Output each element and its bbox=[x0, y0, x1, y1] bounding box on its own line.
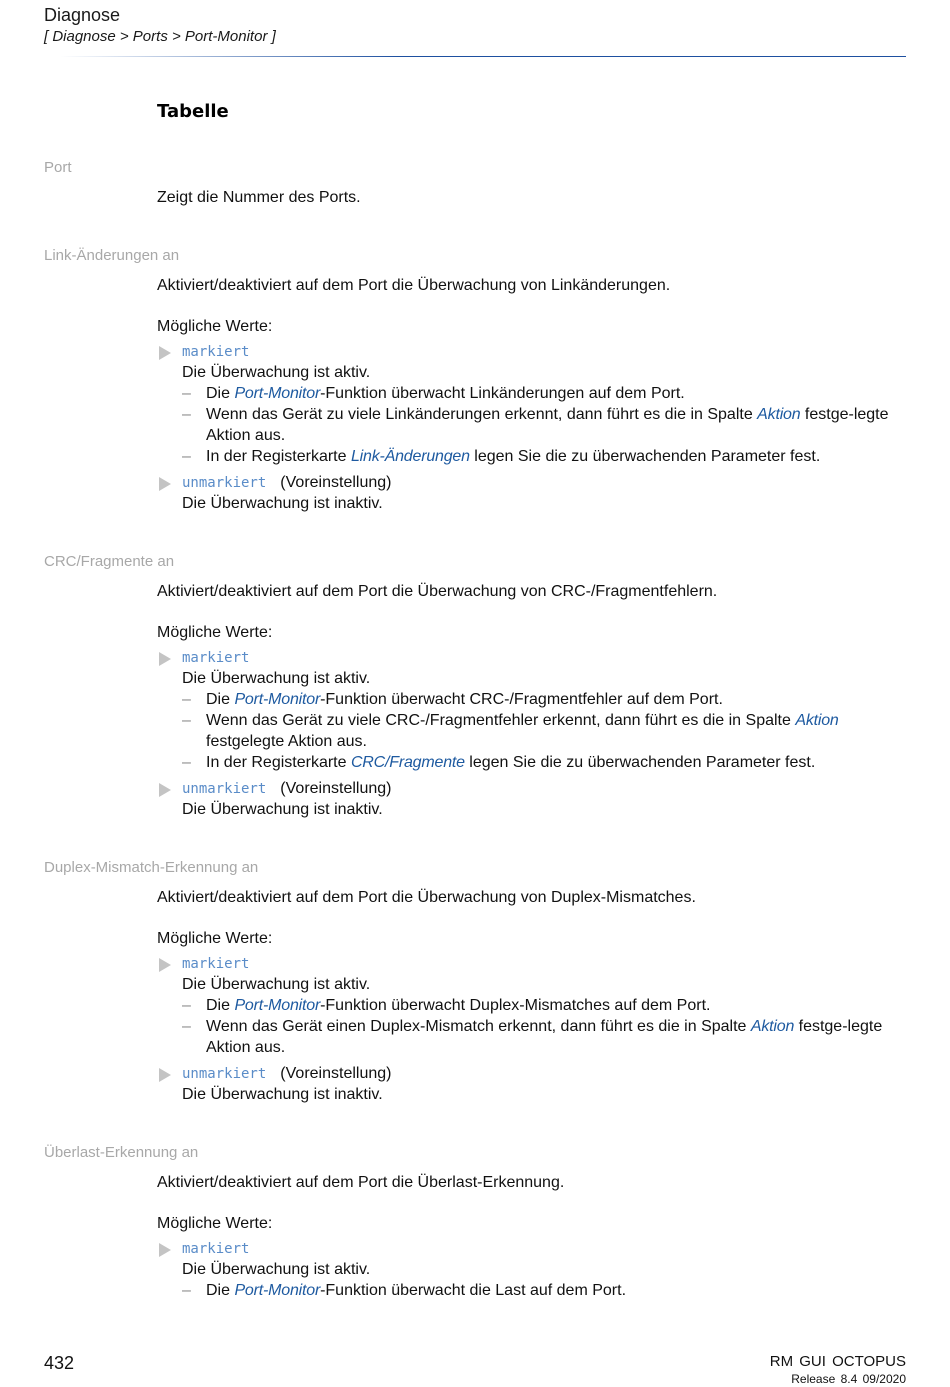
list-item: – In der Registerkarte CRC/Fragmente legen Sie die zu überwachenden Parameter fest. bbox=[182, 754, 816, 771]
default-note: (Voreinstellung) bbox=[280, 474, 392, 491]
dash-bullet-icon: – bbox=[182, 385, 191, 402]
cross-reference-link[interactable]: Port-Monitor bbox=[234, 691, 321, 708]
cross-reference-link[interactable]: Port-Monitor bbox=[234, 997, 321, 1014]
triangle-bullet-icon bbox=[159, 783, 171, 797]
value-code: markiert bbox=[182, 1241, 250, 1257]
page-content bbox=[44, 100, 906, 1301]
values-list bbox=[157, 954, 906, 1105]
param-label: CRC/Fragmente an bbox=[44, 553, 175, 570]
release-info: Release 8.4 09/2020 bbox=[791, 1372, 906, 1386]
triangle-bullet-icon bbox=[159, 1068, 171, 1082]
values-list bbox=[157, 342, 906, 514]
param-label: Überlast-Erkennung an bbox=[44, 1144, 199, 1161]
triangle-bullet-icon bbox=[159, 958, 171, 972]
dash-bullet-icon: – bbox=[182, 406, 191, 423]
bullet-list bbox=[182, 1280, 906, 1301]
value-description: Die Überwachung ist inaktiv. bbox=[182, 801, 383, 818]
triangle-bullet-icon bbox=[159, 652, 171, 666]
value-marked bbox=[157, 648, 906, 773]
list-item: – Die Port-Monitor-Funktion überwacht CRC-/Fragmentfehler auf dem Port. bbox=[182, 691, 723, 708]
param-label: Link-Änderungen an bbox=[44, 247, 180, 264]
cross-reference-link[interactable]: Aktion bbox=[757, 406, 801, 423]
param-label: Duplex-Mismatch-Erkennung an bbox=[44, 859, 259, 876]
dash-bullet-icon: – bbox=[182, 448, 191, 465]
document-title: RM GUI OCTOPUS bbox=[769, 1353, 906, 1370]
value-description: Die Überwachung ist inaktiv. bbox=[182, 1086, 383, 1103]
values-list bbox=[157, 648, 906, 820]
param-duplex-mismatch bbox=[44, 858, 906, 1105]
value-unmarked bbox=[157, 473, 906, 514]
list-item: – Wenn das Gerät zu viele CRC-/Fragmentfehler erkennt, dann führt es die in Spalte Aktion festgelegte Aktion aus. bbox=[182, 712, 839, 750]
values-title: Mögliche Werte: bbox=[157, 930, 273, 947]
dash-bullet-icon: – bbox=[182, 997, 191, 1014]
param-port bbox=[44, 158, 906, 208]
value-description: Die Überwachung ist aktiv. bbox=[182, 976, 371, 993]
value-description: Die Überwachung ist aktiv. bbox=[182, 670, 371, 687]
cross-reference-link[interactable]: Port-Monitor bbox=[234, 1282, 321, 1299]
header-rule bbox=[60, 56, 906, 57]
page-header bbox=[44, 4, 906, 47]
value-code: markiert bbox=[182, 344, 250, 360]
value-code: unmarkiert bbox=[182, 475, 267, 491]
list-item: – Wenn das Gerät zu viele Linkänderungen erkennt, dann führt es die in Spalte Aktion festge-legte Aktion aus. bbox=[182, 406, 889, 444]
values-list bbox=[157, 1239, 906, 1301]
value-marked bbox=[157, 954, 906, 1058]
value-marked bbox=[157, 342, 906, 467]
value-marked bbox=[157, 1239, 906, 1301]
triangle-bullet-icon bbox=[159, 1243, 171, 1257]
list-item: – Die Port-Monitor-Funktion überwacht Linkänderungen auf dem Port. bbox=[182, 385, 685, 402]
list-item: – In der Registerkarte Link-Änderungen legen Sie die zu überwachenden Parameter fest. bbox=[182, 448, 821, 465]
triangle-bullet-icon bbox=[159, 477, 171, 491]
cross-reference-link[interactable]: Aktion bbox=[795, 712, 839, 729]
cross-reference-link[interactable]: CRC/Fragmente bbox=[350, 754, 465, 771]
cross-reference-link[interactable]: Link-Änderungen bbox=[350, 448, 470, 465]
bullet-list bbox=[182, 995, 906, 1058]
param-description: Aktiviert/deaktiviert auf dem Port die Überwachung von Linkänderungen. bbox=[157, 277, 671, 294]
dash-bullet-icon: – bbox=[182, 1282, 191, 1299]
value-code: unmarkiert bbox=[182, 1066, 267, 1082]
dash-bullet-icon: – bbox=[182, 691, 191, 708]
list-item: – Wenn das Gerät einen Duplex-Mismatch erkennt, dann führt es die in Spalte Aktion festge-legte Aktion aus. bbox=[182, 1018, 883, 1056]
page-number: 432 bbox=[44, 1353, 75, 1373]
triangle-bullet-icon bbox=[159, 346, 171, 360]
param-description: Aktiviert/deaktiviert auf dem Port die Überwachung von CRC-/Fragmentfehlern. bbox=[157, 583, 718, 600]
dash-bullet-icon: – bbox=[182, 712, 191, 729]
param-overload-detection bbox=[44, 1143, 906, 1301]
default-note: (Voreinstellung) bbox=[280, 780, 392, 797]
cross-reference-link[interactable]: Port-Monitor bbox=[234, 385, 321, 402]
value-description: Die Überwachung ist aktiv. bbox=[182, 1261, 371, 1278]
value-description: Die Überwachung ist aktiv. bbox=[182, 364, 371, 381]
param-description: Aktiviert/deaktiviert auf dem Port die Überlast-Erkennung. bbox=[157, 1174, 565, 1191]
cross-reference-link[interactable]: Aktion bbox=[750, 1018, 795, 1035]
values-title: Mögliche Werte: bbox=[157, 318, 273, 335]
list-item: – Die Port-Monitor-Funktion überwacht die Last auf dem Port. bbox=[182, 1282, 627, 1299]
value-unmarked bbox=[157, 779, 906, 820]
values-title: Mögliche Werte: bbox=[157, 624, 273, 641]
dash-bullet-icon: – bbox=[182, 1018, 191, 1035]
value-unmarked bbox=[157, 1064, 906, 1105]
param-crc-fragments bbox=[44, 552, 906, 820]
list-item: – Die Port-Monitor-Funktion überwacht Duplex-Mismatches auf dem Port. bbox=[182, 997, 711, 1014]
param-description: Aktiviert/deaktiviert auf dem Port die Überwachung von Duplex-Mismatches. bbox=[157, 889, 696, 906]
breadcrumb: [ Diagnose > Ports > Port-Monitor ] bbox=[44, 28, 276, 45]
param-description: Zeigt die Nummer des Ports. bbox=[157, 189, 361, 206]
value-description: Die Überwachung ist inaktiv. bbox=[182, 495, 383, 512]
bullet-list bbox=[182, 689, 906, 773]
footer-info bbox=[770, 1353, 906, 1387]
value-code: unmarkiert bbox=[182, 781, 267, 797]
dash-bullet-icon: – bbox=[182, 754, 191, 771]
default-note: (Voreinstellung) bbox=[280, 1065, 392, 1082]
value-code: markiert bbox=[182, 650, 250, 666]
section-title: Tabelle bbox=[157, 101, 229, 122]
param-link-changes bbox=[44, 246, 906, 514]
values-title: Mögliche Werte: bbox=[157, 1215, 273, 1232]
param-label: Port bbox=[44, 159, 72, 176]
bullet-list bbox=[182, 383, 906, 467]
value-code: markiert bbox=[182, 956, 250, 972]
chapter-title: Diagnose bbox=[44, 5, 121, 25]
